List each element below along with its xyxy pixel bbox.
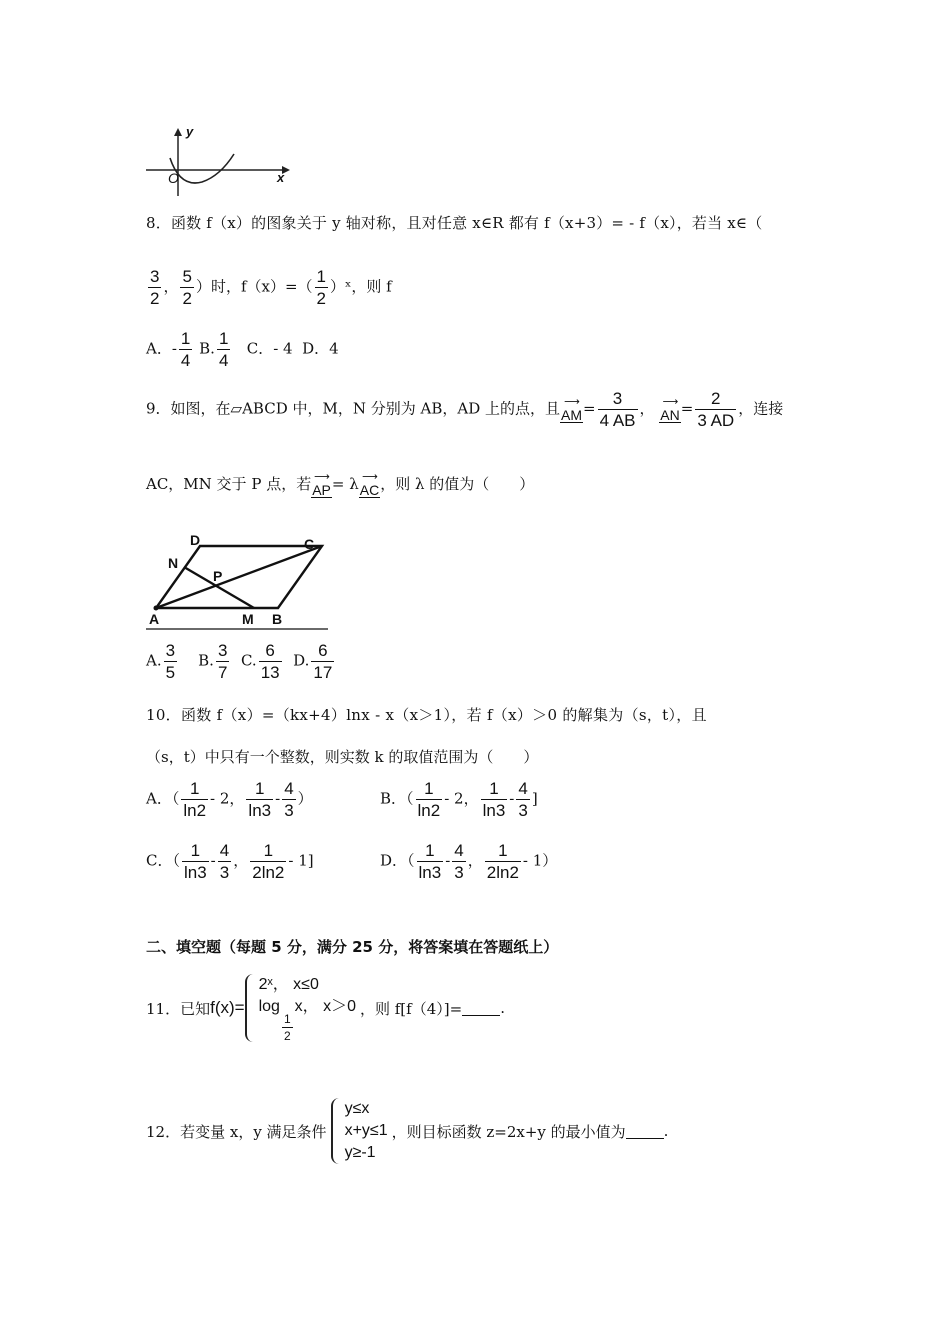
vector-ac: ⟶ AC (359, 471, 380, 498)
q11-piecewise: 2ˣ， x≤0 log $\frac{1}{2}$ x， x＞0 (245, 974, 356, 1042)
q10-line1: 10．函数 f（x）=（kx+4）lnx - x（x＞1），若 f（x）＞0 的解集为（s，t），且 (146, 706, 707, 724)
q8-frac2: $\frac{5}{2}$ (182, 267, 192, 308)
q10-option-b: B．（ $\frac{1}{\ln 2}$ - 2， $\frac{1}{\ln 3}$ - $\frac{4}{3}$ ] (380, 779, 538, 820)
q9-line1: 9．如图，在▱ABCD 中，M，N 分别为 AB，AD 上的点，且 ⟶ AM = $\frac{3}{4 AB}$ ， ⟶ AN = $\frac{2}{3 AD}$ ，连接 (146, 389, 784, 430)
label-n: N (168, 555, 179, 571)
q10-option-a: A．（ $\frac{1}{\ln 2}$ - 2， $\frac{1}{\ln 3}$ - $\frac{4}{3}$ ） (146, 779, 313, 820)
q11-line: 11．已知 f(x)= 2ˣ， x≤0 log $\frac{1}{2}$ x， x＞0 ，则 f[f（4）]= . (146, 976, 505, 1043)
q10-line2: （s，t）中只有一个整数，则实数 k 的取值范围为（ ） (146, 748, 539, 766)
q8-line2: $\frac{3}{2}$ ， $\frac{5}{2}$ ）时，f（x）=（ $\frac{1}{2}$ ）ˣ，则 f (150, 267, 392, 308)
graph-y-label: y (186, 124, 194, 139)
vector-an: ⟶ AN (660, 395, 680, 423)
q10-option-c: C．（ $\frac{1}{\ln 3}$ - $\frac{4}{3}$ ， $\frac{1}{2\ln 2}$ - 1] (146, 841, 314, 882)
q9-line2: AC，MN 交于 P 点，若 ⟶ AP = λ ⟶ AC ，则 λ 的值为（ ） (146, 471, 535, 498)
q12-line: 12．若变量 x，y 满足条件 y≤x x+y≤1 y≥-1 ，则目标函数 z=2x+y 的最小值为 . (146, 1076, 668, 1186)
q12-answer-blank (626, 1124, 664, 1139)
q8-frac1: $\frac{3}{2}$ (150, 267, 160, 308)
label-p: P (213, 568, 223, 584)
label-c: C (304, 536, 315, 552)
q11-answer-blank (462, 1001, 500, 1016)
y-axis-arrow (174, 128, 182, 136)
vector-am: ⟶ AM (561, 395, 582, 423)
parabola-graph (140, 126, 290, 198)
label-b: B (272, 611, 283, 627)
label-a: A (149, 611, 160, 627)
label-d: D (190, 532, 201, 548)
q9-options: A. $\frac{3}{5}$ B. $\frac{3}{7}$ C. $\frac{6}{13}$ D. $\frac{6}{17}$ (146, 641, 333, 682)
label-m: M (242, 611, 254, 627)
q8-options: A．- $\frac{1}{4}$ B. $\frac{1}{4}$ C．- 4 D．4 (146, 329, 339, 370)
q8-frac3: $\frac{1}{2}$ (316, 267, 327, 308)
q8-line1: 8．函数 f（x）的图象关于 y 轴对称，且对任意 x∈R 都有 f（x+3）= - f（x），若当 x∈（ (146, 214, 763, 232)
point-a (154, 606, 159, 611)
vector-ap: ⟶ AP (312, 471, 331, 498)
q12-constraints: y≤x x+y≤1 y≥-1 (331, 1098, 388, 1164)
section2-title: 二、填空题（每题 5 分，满分 25 分，将答案填在答题纸上） (146, 938, 559, 956)
graph-x-label: x (277, 170, 285, 185)
parabola-curve (170, 154, 234, 183)
graph-origin-label: O (168, 170, 179, 186)
q10-option-d: D．（ $\frac{1}{\ln 3}$ - $\frac{4}{3}$ ， $\frac{1}{2\ln 2}$ - 1） (380, 841, 558, 882)
